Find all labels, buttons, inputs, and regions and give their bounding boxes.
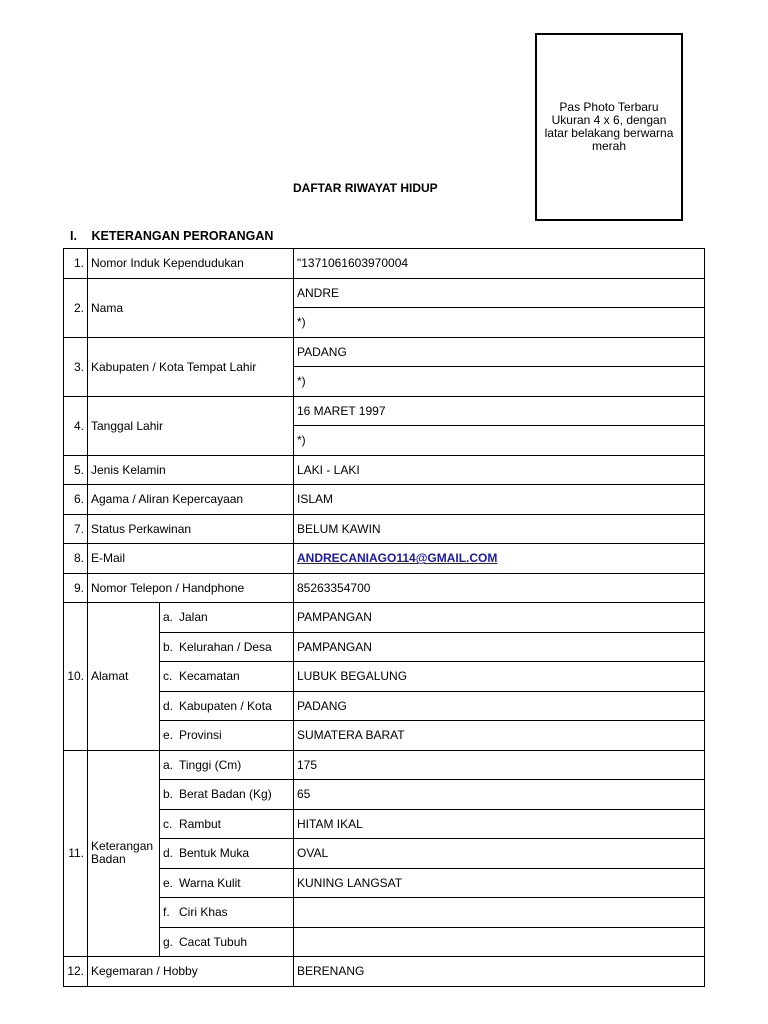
field-value: HITAM IKAL (294, 809, 705, 839)
table-row (64, 278, 705, 308)
sub-letter: a. (163, 757, 174, 772)
table-row (64, 249, 705, 279)
field-value (294, 898, 705, 928)
table-row (64, 396, 705, 426)
sub-label-text: Tinggi (Cm) (179, 757, 242, 772)
field-value (294, 544, 705, 574)
table-row (64, 809, 705, 839)
sub-field-label (160, 750, 294, 780)
table-row (64, 957, 705, 987)
photo-instructions: Pas Photo Terbaru Ukuran 4 x 6, dengan latar belakang berwarna merah (544, 100, 674, 153)
field-value: "1371061603970004 (294, 249, 705, 279)
sub-field-label (160, 839, 294, 869)
sub-letter: g. (163, 934, 174, 949)
sub-letter: d. (163, 846, 174, 861)
field-label: Agama / Aliran Kepercayaan (88, 485, 294, 515)
sub-label-text: Kelurahan / Desa (179, 639, 272, 654)
sub-label-text: Cacat Tubuh (179, 934, 248, 949)
field-label: Nomor Telepon / Handphone (88, 573, 294, 603)
table-row (64, 573, 705, 603)
table-row (64, 898, 705, 928)
table-row (64, 839, 705, 869)
field-value: LAKI - LAKI (294, 455, 705, 485)
personal-info-table (63, 248, 705, 987)
row-number: 4. (64, 396, 88, 455)
row-number: 12. (64, 957, 88, 987)
field-label: Tanggal Lahir (88, 396, 294, 455)
field-value: PADANG (294, 337, 705, 367)
sub-field-label (160, 603, 294, 633)
sub-label-text: Berat Badan (Kg) (179, 787, 272, 802)
sub-label-text: Ciri Khas (179, 905, 228, 920)
sub-field-label (160, 780, 294, 810)
field-label: Nama (88, 278, 294, 337)
field-value: 65 (294, 780, 705, 810)
row-number: 5. (64, 455, 88, 485)
field-value (294, 927, 705, 957)
table-row (64, 721, 705, 751)
email-link[interactable]: ANDRECANIAGO114@GMAIL.COM (297, 551, 498, 566)
field-label: Kabupaten / Kota Tempat Lahir (88, 337, 294, 396)
row-number: 8. (64, 544, 88, 574)
sub-field-label (160, 898, 294, 928)
field-value: ANDRE (294, 278, 705, 308)
table-row (64, 780, 705, 810)
field-note: *) (294, 367, 705, 397)
field-value: ISLAM (294, 485, 705, 515)
field-label: Jenis Kelamin (88, 455, 294, 485)
table-row (64, 485, 705, 515)
field-value: BELUM KAWIN (294, 514, 705, 544)
sub-letter: a. (163, 610, 174, 625)
sub-field-label (160, 721, 294, 751)
row-number: 7. (64, 514, 88, 544)
table-row (64, 455, 705, 485)
table-row (64, 662, 705, 692)
sub-letter: d. (163, 698, 174, 713)
table-row (64, 603, 705, 633)
sub-letter: c. (163, 816, 173, 831)
section-label: KETERANGAN PERORANGAN (91, 229, 274, 243)
row-number: 6. (64, 485, 88, 515)
sub-field-label (160, 662, 294, 692)
sub-label-text: Rambut (179, 816, 222, 831)
sub-field-label (160, 868, 294, 898)
sub-field-label (160, 927, 294, 957)
sub-field-label (160, 691, 294, 721)
table-row (64, 514, 705, 544)
sub-field-label (160, 809, 294, 839)
field-value: PAMPANGAN (294, 632, 705, 662)
field-value: SUMATERA BARAT (294, 721, 705, 751)
sub-label-text: Kecamatan (179, 669, 240, 684)
sub-letter: b. (163, 639, 174, 654)
sub-field-label (160, 632, 294, 662)
field-value: 16 MARET 1997 (294, 396, 705, 426)
field-value: 85263354700 (294, 573, 705, 603)
field-value: LUBUK BEGALUNG (294, 662, 705, 692)
photo-placeholder-box (535, 33, 683, 221)
field-label: Nomor Induk Kependudukan (88, 249, 294, 279)
sub-letter: e. (163, 728, 174, 743)
field-label: Kegemaran / Hobby (88, 957, 294, 987)
row-number: 9. (64, 573, 88, 603)
row-number: 10. (64, 603, 88, 751)
field-value: KUNING LANGSAT (294, 868, 705, 898)
field-label: Alamat (88, 603, 160, 751)
sub-letter: e. (163, 875, 174, 890)
table-row (64, 632, 705, 662)
field-note: *) (294, 308, 705, 338)
sub-letter: f. (163, 905, 170, 920)
table-row (64, 868, 705, 898)
field-label: Keterangan Badan (88, 750, 160, 957)
field-note: *) (294, 426, 705, 456)
section-heading (70, 229, 273, 243)
sub-label-text: Warna Kulit (179, 875, 241, 890)
sub-label-text: Kabupaten / Kota (179, 698, 272, 713)
field-value: 175 (294, 750, 705, 780)
row-number: 1. (64, 249, 88, 279)
row-number: 2. (64, 278, 88, 337)
table-row (64, 691, 705, 721)
sub-letter: c. (163, 669, 173, 684)
field-value: OVAL (294, 839, 705, 869)
field-value: BERENANG (294, 957, 705, 987)
field-value: PAMPANGAN (294, 603, 705, 633)
row-number: 3. (64, 337, 88, 396)
sub-label-text: Bentuk Muka (179, 846, 250, 861)
sub-letter: b. (163, 787, 174, 802)
field-value: PADANG (294, 691, 705, 721)
document-title: DAFTAR RIWAYAT HIDUP (293, 181, 438, 195)
table-row (64, 544, 705, 574)
table-row (64, 750, 705, 780)
field-label: E-Mail (88, 544, 294, 574)
section-number: I. (70, 229, 77, 243)
field-label: Status Perkawinan (88, 514, 294, 544)
table-row (64, 927, 705, 957)
sub-label-text: Provinsi (179, 728, 222, 743)
table-row (64, 337, 705, 367)
sub-label-text: Jalan (179, 610, 208, 625)
row-number: 11. (64, 750, 88, 957)
